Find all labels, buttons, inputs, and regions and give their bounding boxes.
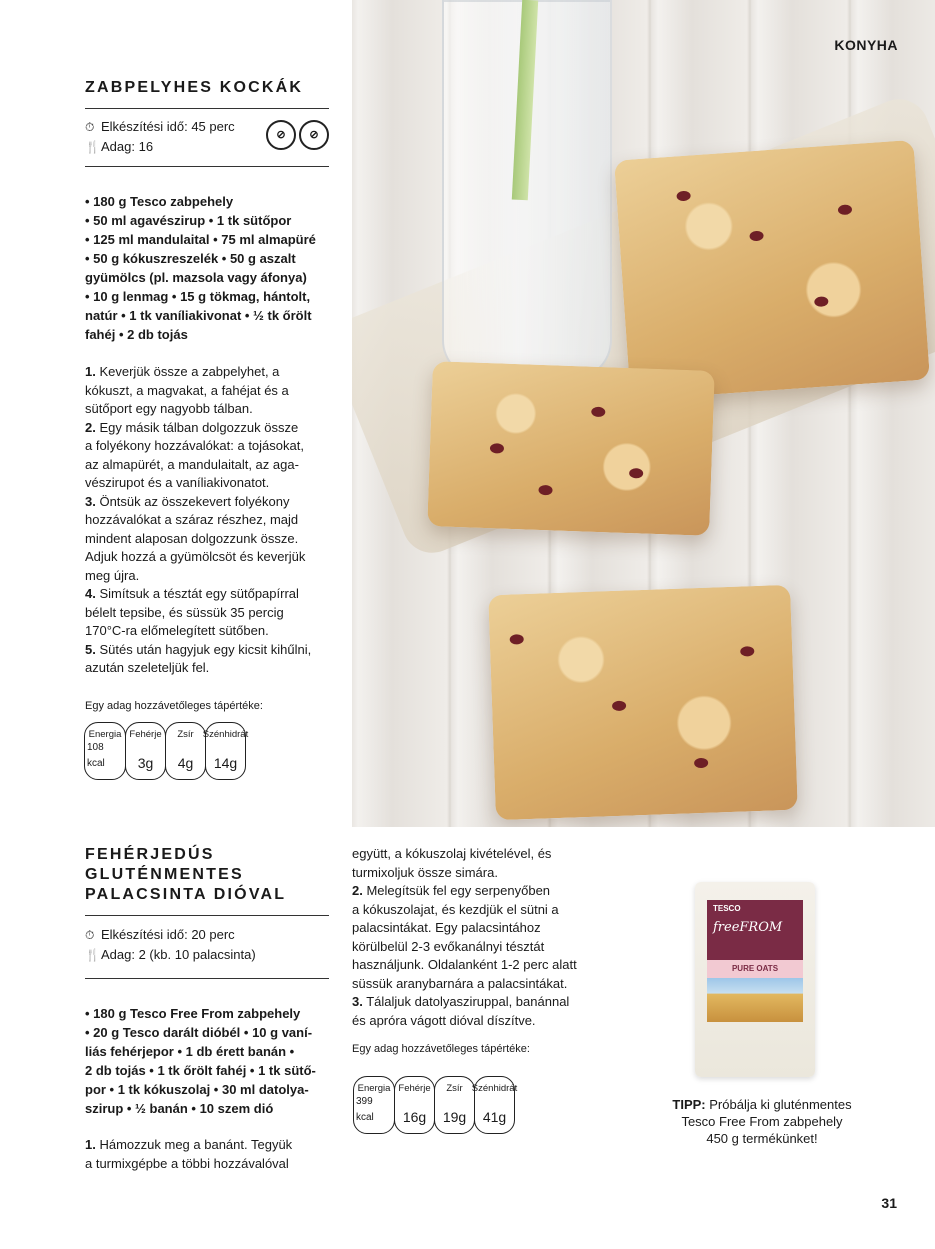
ingredient-line: • 50 ml agavészirup • 1 tk sütőpor [85,213,292,228]
tip-line: TIPP: Próbálja ki gluténmentes [672,1097,852,1112]
ingredient-line: • 20 g Tesco darált dióbél • 10 g vaní- [85,1025,313,1040]
ingredient-line: • 10 g lenmag • 15 g tökmag, hántolt, [85,289,311,304]
step-line: együtt, a kókuszolaj kivételével, és [352,846,552,861]
step-line: 3. Tálaljuk datolyasziruppal, banánnal [352,994,570,1009]
recipe-1 [85,78,329,713]
step-line: 2. Melegítsük fel egy serpenyőben [352,883,551,898]
nutrition-energy: Energia 108 kcal [84,722,126,780]
step-line: az almapürét, a mandulaitalt, az aga- [85,456,299,472]
ingredient-line: fahéj • 2 db tojás [85,327,188,342]
step-line: használjunk. Oldalanként 1-2 perc alatt [352,957,577,972]
step-line: kókuszt, a magvakat, a fahéjat és a [85,382,289,398]
nutrition-table [84,722,249,780]
ingredient-line: por • 1 tk kókuszolaj • 30 ml datolya- [85,1082,309,1097]
ingredient-line: • 50 g kókuszreszelék • 50 g aszalt [85,251,296,266]
no-gluten-icon: ⊘ [299,120,329,150]
nutrition-protein: Fehérje 3g [125,722,166,780]
step-line: turmixoljuk össze simára. [352,864,498,880]
divider [85,915,329,916]
nutrition-caption: Egy adag hozzávetőleges tápértéke: [352,1043,530,1055]
product-package [695,882,815,1077]
section-label: KONYHA [834,37,898,53]
nutrition-carbs: Szénhidrát 41g [474,1076,515,1134]
step-line: 1. Hámozzuk meg a banánt. Tegyük [85,1137,293,1152]
step-line: és apróra vágott dióval díszítve. [352,1012,536,1028]
step-line: 4. Simítsuk a tésztát egy sütőpapírral [85,586,299,601]
recipe-title: ZABPELYHES KOCKÁK [85,79,304,96]
step-line: sütőport egy nagyobb tálban. [85,401,253,416]
oat-bar [427,361,715,536]
oat-bar [614,140,930,400]
step-line: meg újra. [85,567,140,583]
ingredient-line: liás fehérjepor • 1 db érett banán • [85,1044,295,1059]
step-line: 170°C-ra előmelegített sütőben. [85,623,269,638]
package-brand: TESCO [713,904,741,913]
nutrition-energy: Energia 399 kcal [353,1076,395,1134]
step-line: palacsintákat. Egy palacsintához [352,920,541,935]
step-line: bélelt tepsibe, és süssük 35 percig [85,604,284,620]
step-line: hozzávalókat a száraz részhez, majd [85,512,299,527]
ingredients-list [85,192,329,344]
oat-bar [488,585,798,820]
nutrition-caption: Egy adag hozzávetőleges tápértéke: [85,699,263,712]
steps [85,363,329,678]
divider [85,166,329,167]
steps [85,1136,329,1173]
step-line: 1. Keverjük össze a zabpelyhet, a [85,364,280,379]
step-line: 5. Sütés után hagyjuk egy kicsit kihűlni, [85,641,312,657]
servings: 🍴Adag: 16 [85,137,329,157]
nutrition-protein: Fehérje 16g [394,1076,435,1134]
divider [85,108,329,109]
ingredient-line: • 180 g Tesco zabpehely [85,194,234,209]
tip-line: Tesco Free From zabpehely [681,1114,843,1129]
step-line: mindent alaposan dolgozzunk össze. [85,530,299,546]
step-line: körülbelül 2-3 evőkanálnyi tésztát [352,938,545,954]
step-line: a kókuszolajat, és kezdjük el sütni a [352,901,559,917]
ingredient-line: szirup • ½ banán • 10 szem dió [85,1101,274,1116]
servings: 🍴Adag: 2 (kb. 10 palacsinta) [85,945,329,965]
package-line: freeFROM [713,920,783,935]
ingredient-line: • 180 g Tesco Free From zabpehely [85,1006,301,1021]
nutrition-fat: Zsír 4g [165,722,206,780]
clock-icon: ⏱ [85,928,95,942]
recipe-2 [85,845,329,1173]
clock-icon: ⏱ [85,120,95,134]
tip-box [652,1096,872,1147]
cutlery-icon: 🍴 [85,140,100,154]
nutrition-fat: Zsír 19g [434,1076,475,1134]
tip-line: 450 g termékünket! [706,1131,818,1146]
ingredients-list [85,1004,329,1118]
step-line: 3. Öntsük az összekevert folyékony [85,493,290,509]
ingredient-line: gyümölcs (pl. mazsola vagy áfonya) [85,270,307,285]
package-name: PURE OATS [707,960,803,978]
step-line: 2. Egy másik tálban dolgozzuk össze [85,419,299,435]
step-line: süssük aranybarnára a palacsintákat. [352,975,568,991]
step-line: a turmixgépbe a többi hozzávalóval [85,1155,289,1171]
step-line: azután szeleteljük fel. [85,660,210,675]
cutlery-icon: 🍴 [85,948,100,962]
nutrition-carbs: Szénhidrát 14g [205,722,246,780]
prep-time: ⏱ Elkészítési idő: 45 perc [85,117,329,137]
hero-photo [352,0,935,827]
step-line: Adjuk hozzá a gyümölcsöt és keverjük [85,549,306,564]
prep-time: ⏱ Elkészítési idő: 20 perc [85,925,329,945]
divider [85,978,329,979]
ingredient-line: natúr • 1 tk vaníliakivonat • ½ tk őrölt [85,308,312,323]
wheat-field-image [707,978,803,1022]
step-line: vészirupot és a vaníliakivonatot. [85,475,270,490]
recipe-2-continued [352,845,622,1056]
no-milk-icon: ⊘ [266,120,296,150]
step-line: a folyékony hozzávalókat: a tojásokat, [85,438,304,453]
page-number: 31 [881,1195,897,1211]
nutrition-table [353,1076,518,1134]
recipe-title: FEHÉRJEDÚS GLUTÉNMENTES PALACSINTA DIÓVAL [85,846,287,903]
ingredient-line: • 125 ml mandulaital • 75 ml almapüré [85,232,316,247]
ingredient-line: 2 db tojás • 1 tk őrölt fahéj • 1 tk sütő- [85,1063,316,1078]
